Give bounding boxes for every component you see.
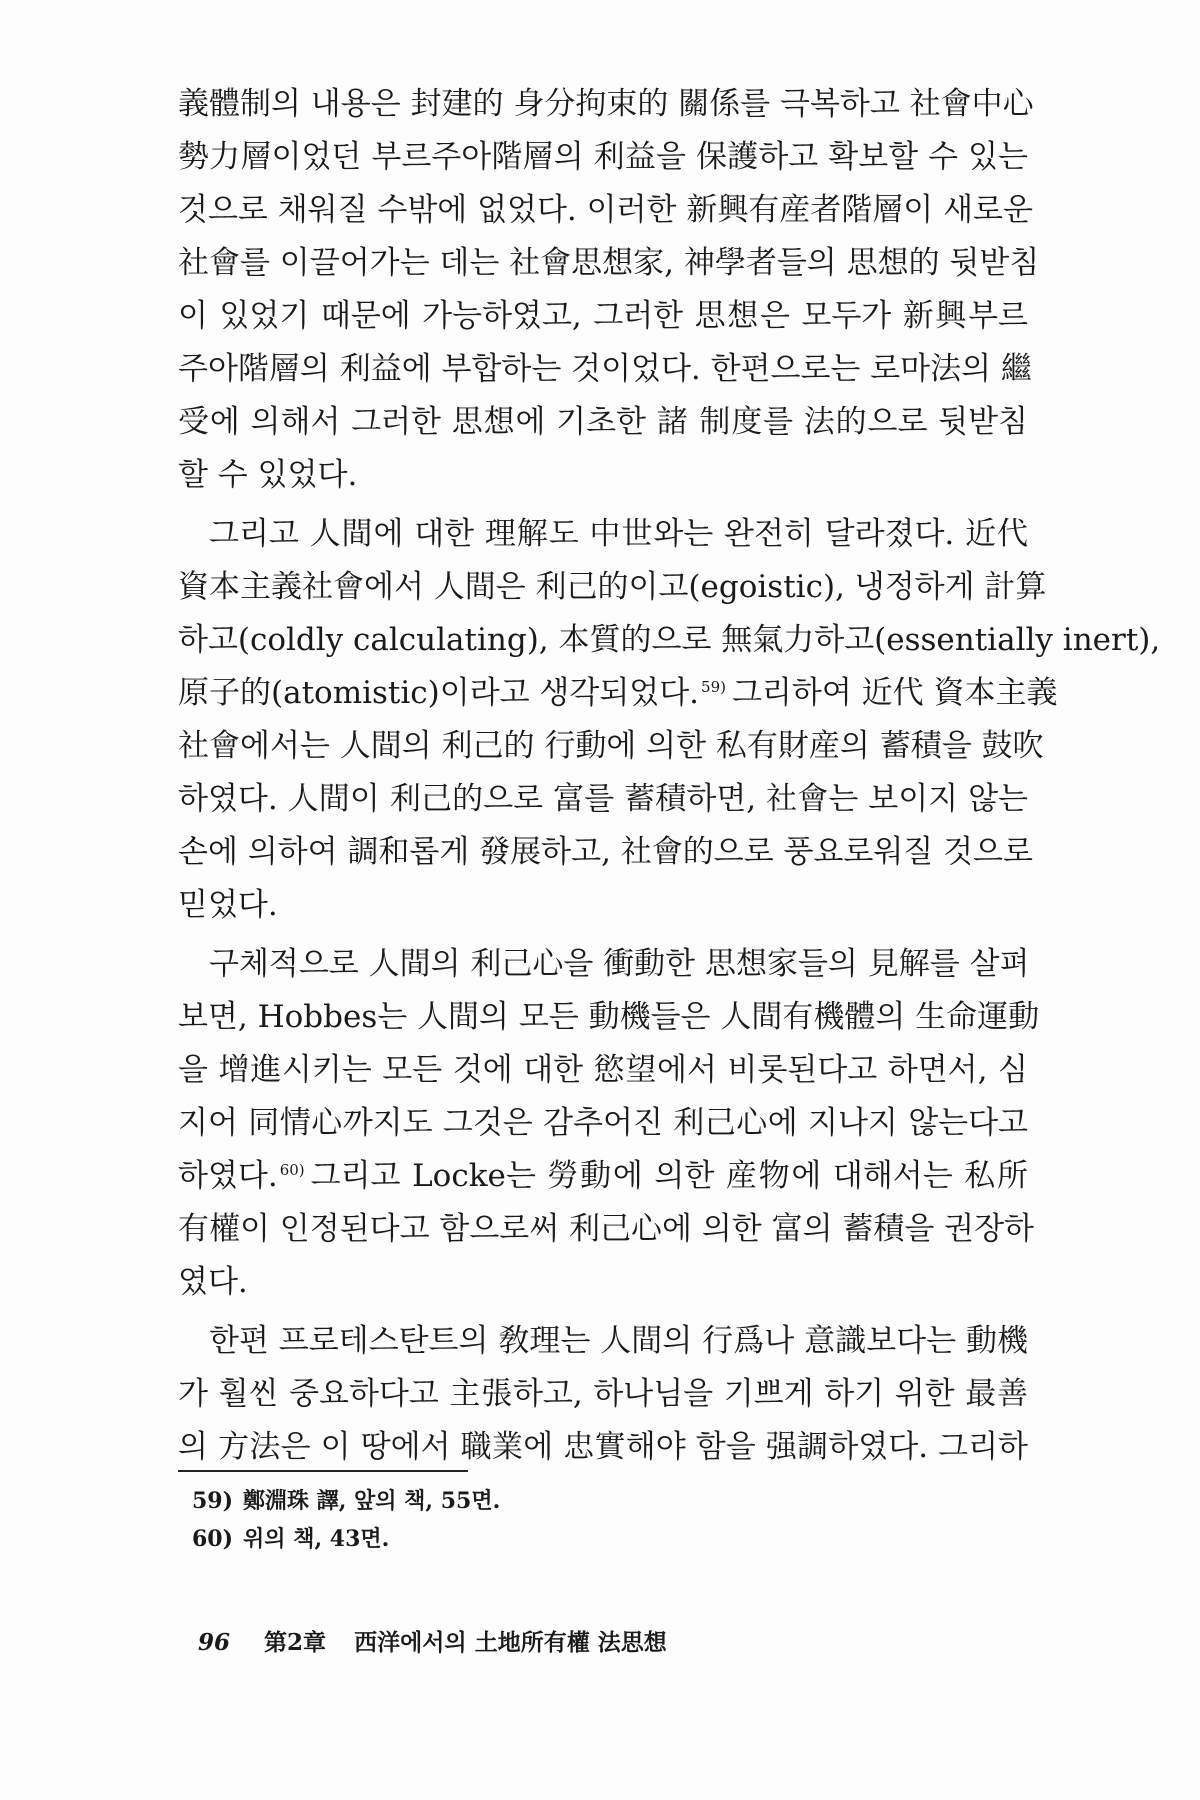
text-line: 손에 의하여 調和롭게 發展하고, 社會的으로 풍요로워질 것으로: [178, 834, 1033, 870]
page-number: 96: [198, 1629, 231, 1656]
text-line: 것으로 채워질 수밖에 없었다. 이러한 新興有産者階層이 새로운: [178, 192, 1033, 228]
footnote-text: 鄭淵珠 譯, 앞의 책, 55면.: [243, 1488, 501, 1514]
text-line: 하였다. 人間이 利己的으로 富를 蓄積하면, 社會는 보이지 않는: [178, 781, 1028, 817]
text-line: 한편 프로테스탄트의 敎理는 人間의 行爲나 意識보다는 動機: [209, 1323, 1028, 1359]
footnotes: [192, 1482, 1012, 1558]
running-footer: [198, 1625, 667, 1661]
text-line: 지어 同情心까지도 그것은 감추어진 利己心에 지나지 않는다고: [178, 1105, 1028, 1141]
text-segment: 하였다.: [178, 1158, 278, 1194]
text-line: [178, 667, 1058, 720]
paragraph-1: [178, 78, 1040, 502]
text-line: 보면, Hobbes는 人間의 모든 動機들은 人間有機體의 生命運動: [178, 999, 1040, 1035]
text-segment: 原子的(atomistic)이라고 생각되었다.: [178, 675, 700, 711]
text-line: 을 增進시키는 모든 것에 대한 慾望에서 비롯된다고 하면서, 심: [178, 1052, 1028, 1088]
text-line: 의 方法은 이 땅에서 職業에 忠實해야 함을 强調하였다. 그리하: [178, 1429, 1028, 1465]
footnote-divider: [178, 1470, 468, 1472]
text-line: 受에 의해서 그러한 思想에 기초한 諸 制度를 法的으로 뒷받침: [178, 404, 1028, 440]
text-line: [178, 1150, 1028, 1203]
text-line: 社會에서는 人間의 利己的 行動에 의한 私有財産의 蓄積을 鼓吹: [178, 728, 1044, 764]
text-line: 였다.: [178, 1264, 248, 1300]
text-line: 義體制의 내용은 封建的 身分拘束的 關係를 극복하고 社會中心: [178, 86, 1034, 122]
text-line: 구체적으로 人間의 利己心을 衝動한 思想家들의 見解를 살펴: [209, 946, 1030, 982]
chapter-title: 西洋에서의 土地所有權 法思想: [354, 1629, 667, 1656]
paragraph-2: [178, 508, 1161, 932]
text-line: 社會를 이끌어가는 데는 社會思想家, 神學者들의 思想的 뒷받침: [178, 245, 1040, 281]
text-segment: 그리하여 近代 資本主義: [731, 675, 1058, 711]
footnote-60: [192, 1520, 1012, 1558]
footnote-text: 위의 책, 43면.: [243, 1526, 390, 1552]
text-line: 할 수 있었다.: [178, 457, 358, 493]
text-line: 資本主義社會에서 人間은 利己的이고(egoistic), 냉정하게 計算: [178, 569, 1047, 605]
text-line: 有權이 인정된다고 함으로써 利己心에 의한 富의 蓄積을 권장하: [178, 1211, 1035, 1247]
paragraph-3: [178, 938, 1040, 1309]
footnote-number: 60): [192, 1526, 234, 1552]
text-line: 믿었다.: [178, 887, 278, 923]
text-line: 주아階層의 利益에 부합하는 것이었다. 한편으로는 로마法의 繼: [178, 351, 1032, 387]
footnote-number: 59): [192, 1488, 234, 1514]
text-line: 하고(coldly calculating), 本質的으로 無氣力하고(essentially inert),: [178, 622, 1161, 658]
body-text: [178, 78, 1161, 1474]
footnote-ref-59: 59): [701, 677, 726, 696]
chapter-label: 第2章: [264, 1629, 327, 1656]
text-line: 이 있었기 때문에 가능하였고, 그러한 思想은 모두가 新興부르: [178, 298, 1028, 334]
paragraph-4: [178, 1315, 1028, 1474]
footnote-59: [192, 1482, 1012, 1520]
text-segment: 그리고 Locke는 勞動에 의한 産物에 대해서는 私所: [310, 1158, 1028, 1194]
text-line: 勢力層이었던 부르주아階層의 利益을 保護하고 확보할 수 있는: [178, 139, 1028, 175]
text-line: 그리고 人間에 대한 理解도 中世와는 완전히 달라졌다. 近代: [209, 516, 1028, 552]
footnote-ref-60: 60): [279, 1160, 305, 1179]
text-line: 가 훨씬 중요하다고 主張하고, 하나님을 기쁘게 하기 위한 最善: [178, 1376, 1028, 1412]
